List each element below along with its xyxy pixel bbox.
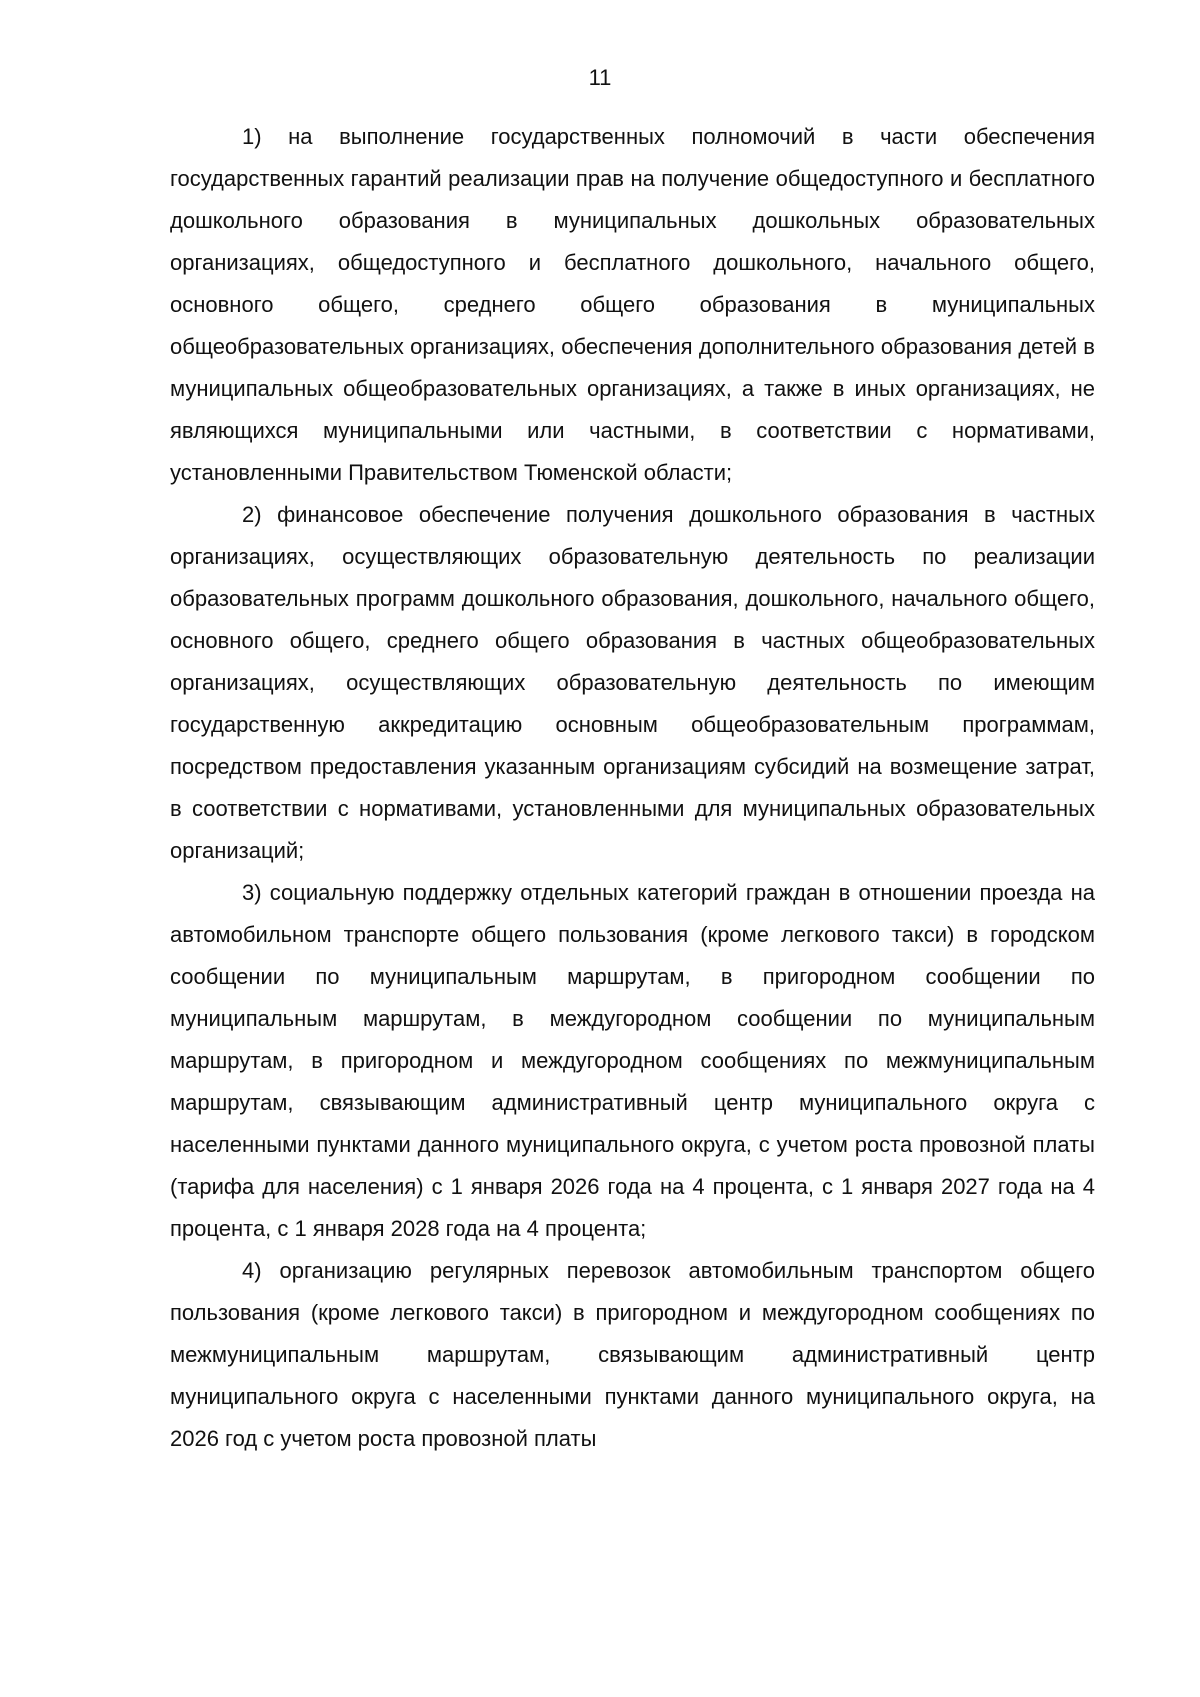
- list-item-4: 4) организацию регулярных перевозок автомобильным транспортом общего пользования (кроме легкового такси) в пригородном и междугородном сообщениях по межмуниципальным маршрутам, связывающим административный центр муниципального округа с населенными пунктами данного муниципального округа, на 2026 год с учетом роста провозной платы: [170, 1258, 1095, 1451]
- list-item-1: 1) на выполнение государственных полномочий в части обеспечения государственных гарантий реализации прав на получение общедоступного и бесплатного дошкольного образования в муниципальных дошкольных образовательных организациях, общедоступного и бесплатного дошкольного, начального общего, основного общего, среднего общего образования в муниципальных общеобразовательных организациях, обеспечения дополнительного образования детей в муниципальных общеобразовательных организациях, а также в иных организациях, не являющихся муниципальными или частными, в соответствии с нормативами, установленными Правительством Тюменской области;: [170, 124, 1095, 485]
- page-number: 11: [588, 65, 612, 90]
- list-item-3: 3) социальную поддержку отдельных категорий граждан в отношении проезда на автомобильном транспорте общего пользования (кроме легкового такси) в городском сообщении по муниципальным маршрутам, в пригородном сообщении по муниципальным маршрутам, в междугородном сообщении по муниципальным маршрутам, в пригородном и междугородном сообщениях по межмуниципальным маршрутам, связывающим административный центр муниципального округа с населенными пунктами данного муниципального округа, с учетом роста провозной платы (тарифа для населения) с 1 января 2026 года на 4 процента, с 1 января 2027 года на 4 процента, с 1 января 2028 года на 4 процента;: [170, 880, 1095, 1241]
- document-body: [170, 116, 1095, 1460]
- list-item-2: 2) финансовое обеспечение получения дошкольного образования в частных организациях, осуществляющих образовательную деятельность по реализации образовательных программ дошкольного образования, дошкольного, начального общего, основного общего, среднего общего образования в частных общеобразовательных организациях, осуществляющих образовательную деятельность по имеющим государственную аккредитацию основным общеобразовательным программам, посредством предоставления указанным организациям субсидий на возмещение затрат, в соответствии с нормативами, установленными для муниципальных образовательных организаций;: [170, 502, 1095, 863]
